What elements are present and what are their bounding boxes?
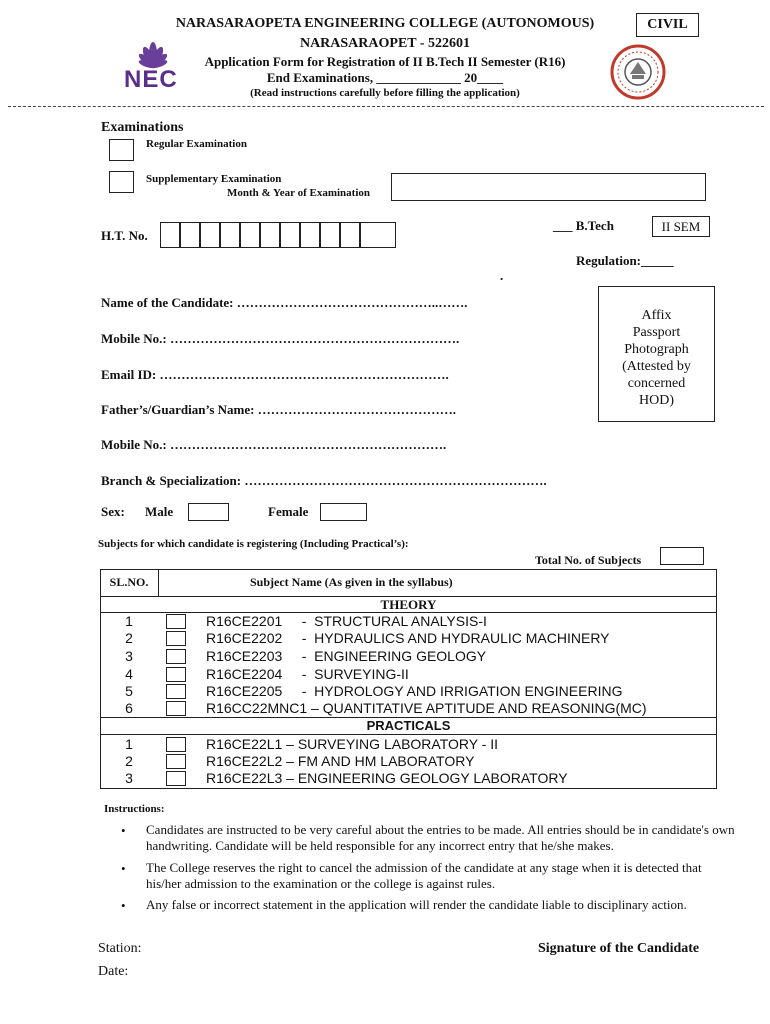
row-sl: 2 — [125, 753, 133, 769]
row-sl: 5 — [125, 683, 133, 699]
subject-name: R16CE2204 - SURVEYING-II — [206, 666, 409, 682]
ht-no-label: H.T. No. — [101, 228, 148, 243]
subject-checkbox[interactable] — [166, 684, 186, 699]
semester-box: II SEM — [652, 216, 710, 237]
supplementary-exam-checkbox[interactable] — [109, 171, 134, 193]
subject-checkbox[interactable] — [166, 771, 186, 786]
table-row — [100, 630, 717, 647]
ht-no-box[interactable] — [280, 222, 300, 248]
ht-no-box[interactable] — [160, 222, 180, 248]
bullet-icon: • — [121, 861, 126, 876]
table-row — [100, 666, 717, 683]
logo-text: NEC — [124, 66, 178, 93]
photo-line: HOD) — [639, 393, 674, 408]
male-checkbox[interactable] — [188, 503, 229, 521]
table-divider — [158, 569, 159, 596]
regular-exam-label: Regular Examination — [146, 138, 247, 150]
bullet-icon: • — [121, 898, 126, 913]
email-field[interactable]: Email ID: …………………………………………………………. — [101, 367, 449, 382]
subject-checkbox[interactable] — [166, 737, 186, 752]
female-checkbox[interactable] — [320, 503, 367, 521]
ht-no-box[interactable] — [220, 222, 240, 248]
table-row — [100, 700, 717, 717]
nec-logo — [118, 40, 188, 96]
subject-name: R16CE2205 - HYDROLOGY AND IRRIGATION ENGINEERING — [206, 683, 623, 699]
table-row — [100, 736, 717, 753]
ht-no-box[interactable] — [260, 222, 280, 248]
subjects-intro: Subjects for which candidate is registering (Including Practical’s): — [98, 538, 409, 550]
subject-checkbox[interactable] — [166, 701, 186, 716]
college-city: NARASARAOPET - 522601 — [299, 36, 471, 51]
table-row — [100, 613, 717, 630]
subject-checkbox[interactable] — [166, 631, 186, 646]
row-sl: 1 — [125, 736, 133, 752]
row-sl: 1 — [125, 613, 133, 629]
theory-heading: THEORY — [380, 597, 437, 612]
branch-tag: CIVIL — [636, 13, 699, 37]
month-year-label: Month & Year of Examination — [227, 187, 370, 199]
photo-box[interactable] — [598, 286, 715, 422]
regular-exam-checkbox[interactable] — [109, 139, 134, 161]
read-instructions-note: (Read instructions carefully before filling the application) — [250, 87, 520, 99]
row-sl: 3 — [125, 770, 133, 786]
btech-label: ___ B.Tech — [553, 218, 614, 233]
female-label: Female — [268, 504, 309, 519]
total-subjects-label: Total No. of Subjects — [535, 553, 642, 567]
sex-label: Sex: — [101, 504, 125, 519]
ht-no-box[interactable] — [200, 222, 220, 248]
ht-no-box[interactable] — [180, 222, 200, 248]
ht-no-box[interactable] — [240, 222, 260, 248]
photo-line: concerned — [627, 376, 686, 391]
signature-label: Signature of the Candidate — [538, 941, 700, 956]
instruction-item: Candidates are instructed to be very careful about the entries to be made. All entries should be in candidate's own handwriting. Candidate will be held responsible for any incorrect entry that he/she makes. — [146, 822, 735, 853]
photo-line: Passport — [632, 325, 681, 340]
total-subjects-input[interactable] — [660, 547, 704, 565]
photo-line: Photograph — [624, 342, 689, 357]
subject-name: R16CC22MNC1 – QUANTITATIVE APTITUDE AND REASONING(MC) — [206, 700, 647, 716]
table-row — [100, 770, 717, 787]
date-label: Date: — [98, 964, 129, 979]
ht-no-box[interactable] — [340, 222, 360, 248]
guardian-mobile-field[interactable]: Mobile No.: ………………………………………………………. — [101, 437, 447, 452]
col-sl-header: SL.NO. — [109, 575, 149, 589]
col-name-header: Subject Name (As given in the syllabus) — [250, 575, 453, 589]
row-sl: 2 — [125, 630, 133, 646]
subject-checkbox[interactable] — [166, 754, 186, 769]
male-label: Male — [145, 504, 174, 519]
practicals-header-rule — [100, 734, 717, 735]
subject-name: R16CE22L2 – FM AND HM LABORATORY — [206, 753, 475, 769]
mobile-field[interactable]: Mobile No.: …………………………………………………………. — [101, 331, 460, 346]
dot-mark: . — [500, 268, 504, 283]
subject-name: R16CE22L1 – SURVEYING LABORATORY - II — [206, 736, 499, 752]
seal-icon — [610, 44, 666, 100]
row-sl: 6 — [125, 700, 133, 716]
instruction-item: Any false or incorrect statement in the application will render the candidate liable to disciplinary action. — [146, 897, 687, 912]
instructions-heading: Instructions: — [104, 803, 165, 815]
separator-line — [8, 106, 764, 107]
form-title: Application Form for Registration of II B.Tech II Semester (R16) — [204, 54, 566, 69]
month-year-input[interactable] — [391, 173, 706, 201]
subject-checkbox[interactable] — [166, 667, 186, 682]
candidate-name-field[interactable]: Name of the Candidate: ………………………………………..……. — [101, 295, 468, 310]
ht-no-box[interactable] — [300, 222, 320, 248]
photo-line: Affix — [641, 308, 672, 323]
subject-name: R16CE2203 - ENGINEERING GEOLOGY — [206, 648, 487, 664]
college-name: NARASARAOPETA ENGINEERING COLLEGE (AUTONOMOUS) — [175, 16, 595, 31]
bullet-icon: • — [121, 823, 126, 838]
row-sl: 4 — [125, 666, 133, 682]
university-seal — [610, 44, 666, 100]
practicals-heading: PRACTICALS — [366, 718, 451, 733]
station-label: Station: — [98, 941, 142, 956]
examinations-heading: Examinations — [101, 120, 184, 135]
ht-no-box[interactable] — [320, 222, 340, 248]
subject-checkbox[interactable] — [166, 614, 186, 629]
subject-name: R16CE2202 - HYDRAULICS AND HYDRAULIC MACHINERY — [206, 630, 610, 646]
row-sl: 3 — [125, 648, 133, 664]
subject-checkbox[interactable] — [166, 649, 186, 664]
ht-no-box[interactable] — [360, 222, 396, 248]
regulation-label: Regulation:_____ — [576, 253, 674, 268]
supplementary-exam-label: Supplementary Examination — [146, 173, 282, 185]
end-examinations: End Examinations, _____________ 20____ — [266, 70, 504, 85]
subject-name: R16CE22L3 – ENGINEERING GEOLOGY LABORATORY — [206, 770, 568, 786]
instruction-item: The College reserves the right to cancel the admission of the candidate at any stage when it is detected that his/her admission to the examination or the college is against rules. — [146, 860, 702, 891]
table-row — [100, 753, 717, 770]
branch-specialization-field[interactable]: Branch & Specialization: ……………………………………………………………. — [101, 473, 547, 488]
subject-name: R16CE2201 - STRUCTURAL ANALYSIS-I — [206, 613, 487, 629]
guardian-name-field[interactable]: Father’s/Guardian’s Name: ………………………………………. — [101, 402, 456, 417]
photo-line: (Attested by — [622, 359, 691, 374]
table-row — [100, 648, 717, 665]
table-row — [100, 683, 717, 700]
